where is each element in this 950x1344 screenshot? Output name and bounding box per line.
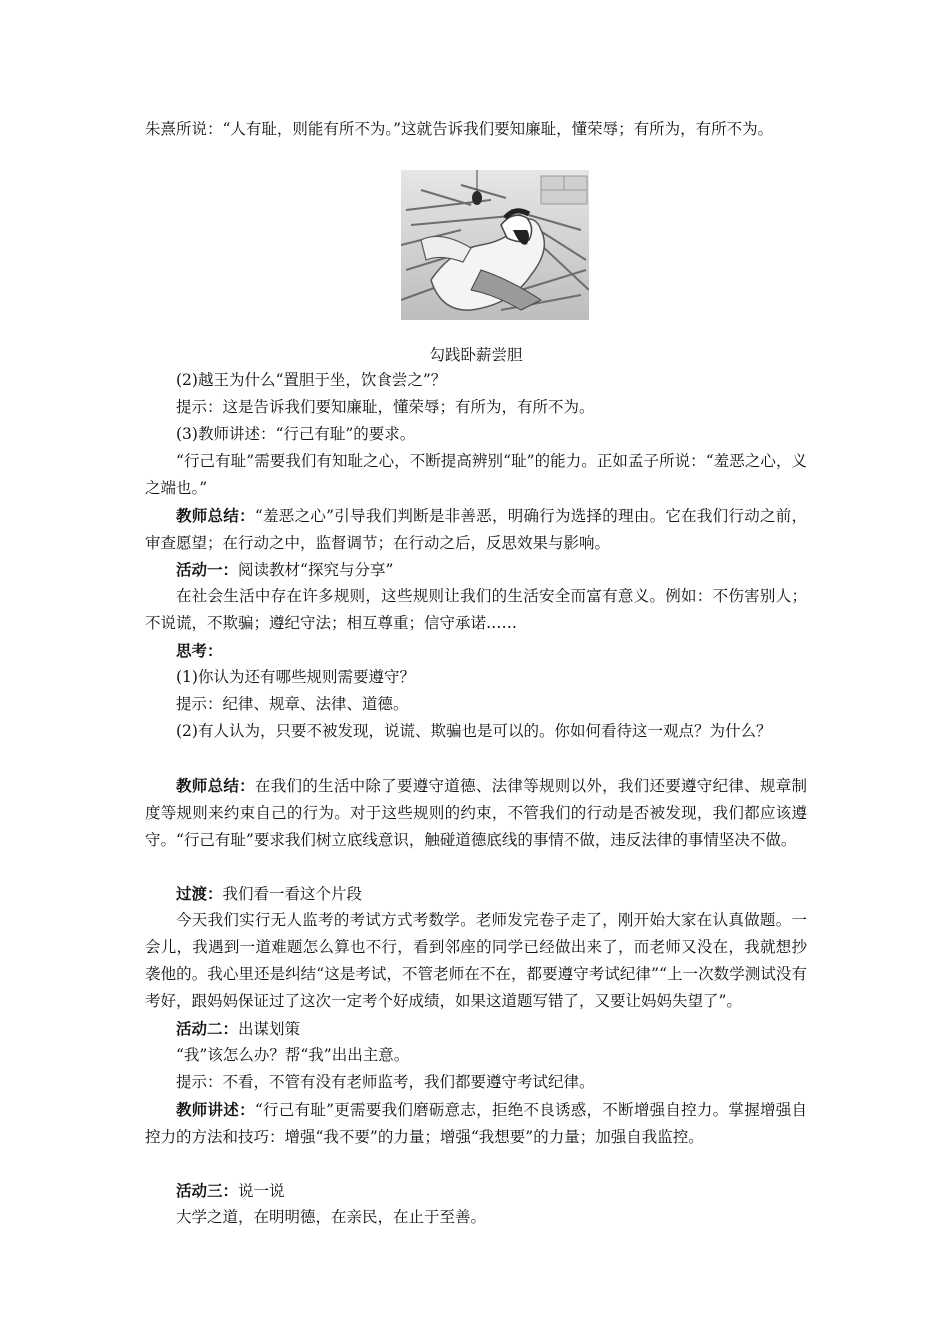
teacher-lecture-selfcontrol xyxy=(145,1096,807,1151)
label-activity-one: 活动一： xyxy=(176,560,239,579)
teacher-summary-2 xyxy=(145,772,807,854)
question-rules: (1)你认为还有哪些规则需要遵守？ xyxy=(176,668,415,686)
hint-rules: 提示：纪律、规章、法律、道德。 xyxy=(176,695,409,713)
activity-three xyxy=(145,1177,807,1205)
question-advice: “我”该怎么办？帮“我”出出主意。 xyxy=(176,1046,410,1064)
activity-two xyxy=(145,1015,807,1043)
label-transition: 过渡： xyxy=(176,884,223,903)
hint-advice: 提示：不看，不管有没有老师监考，我们都要遵守考试纪律。 xyxy=(176,1073,595,1091)
label-think: 思考： xyxy=(176,641,223,660)
illustration-caption: 勾践卧薪尝胆 xyxy=(429,346,523,364)
label-activity-three: 活动三： xyxy=(176,1181,239,1200)
quote-great-learning: 大学之道，在明明德，在亲民，在止于至善。 xyxy=(176,1208,487,1226)
activity-two-text: 出谋划策 xyxy=(238,1020,301,1038)
transition-text: 我们看一看这个片段 xyxy=(222,885,363,903)
activity-three-text: 说一说 xyxy=(238,1182,285,1200)
teacher-summary-text: “羞恶之心”引导我们判断是非善恶，明确行为选择的理由。它在我们行动之前，审查愿望；在行动之中，监督调节；在行动之后，反思效果与影响。 xyxy=(145,507,807,552)
illustration-image xyxy=(401,170,589,320)
paragraph-exam-story: 今天我们实行无人监考的考试方式考数学。老师发完卷子走了，刚开始大家在认真做题。一会儿，我遇到一道难题怎么算也不行，看到邻座的同学已经做出来了，而老师又没在，我就想抄袭他的。我心里还是纠结“这是考试，不管老师在不在，都要遵守考试纪律”“上一次数学测试没有考好，跟妈妈保证过了这次一定考个好成绩，如果这道题写错了，又要让妈妈失望了”。 xyxy=(145,911,807,1010)
teacher-summary-1 xyxy=(145,502,807,557)
teacher-summary-2-text: 在我们的生活中除了要遵守道德、法律等规则以外，我们还要遵守纪律、规章制度等规则来约束自己的行为。对于这些规则的约束，不管我们的行动是否被发现，我们都应该遵守。“行己有耻”要求我们树立底线意识，触碰道德底线的事情不做，违反法律的事情坚决不做。 xyxy=(145,777,807,849)
label-teacher-lecture: 教师讲述： xyxy=(176,1100,255,1119)
goujian-illustration xyxy=(401,170,589,320)
question-lying: (2)有人认为，只要不被发现，说谎、欺骗也是可以的。你如何看待这一观点？为什么？ xyxy=(176,722,772,740)
paragraph-rules: 在社会生活中存在许多规则，这些规则让我们的生活安全而富有意义。例如：不伤害别人；不说谎，不欺骗；遵纪守法；相互尊重；信守承诺…… xyxy=(145,587,807,632)
transition xyxy=(145,880,807,908)
teacher-lecture-text: “行己有耻”更需要我们磨砺意志，拒绝不良诱惑，不断增强自控力。掌握增强自控力的方法和技巧：增强“我不要”的力量；增强“我想要”的力量；加强自我监控。 xyxy=(145,1101,807,1146)
teacher-lecture-3: (3)教师讲述：“行己有耻”的要求。 xyxy=(176,425,416,443)
activity-one xyxy=(145,556,807,584)
question-2: (2)越王为什么“置胆于坐，饮食尝之”？ xyxy=(176,371,447,389)
label-teacher-summary-2: 教师总结： xyxy=(176,776,255,795)
label-activity-two: 活动二： xyxy=(176,1019,239,1038)
hint-2: 提示：这是告诉我们要知廉耻，懂荣辱；有所为，有所不为。 xyxy=(176,398,595,416)
label-teacher-summary: 教师总结： xyxy=(176,506,255,525)
paragraph-mencius: “行己有耻”需要我们有知耻之心，不断提高辨别“耻”的能力。正如孟子所说：“羞恶之心，义之端也。” xyxy=(145,452,807,497)
paragraph-zhuxi-quote: 朱熹所说：“人有耻，则能有所不为。”这就告诉我们要知廉耻，懂荣辱；有所为，有所不为。 xyxy=(145,120,774,138)
activity-one-text: 阅读教材“探究与分享” xyxy=(238,561,394,579)
